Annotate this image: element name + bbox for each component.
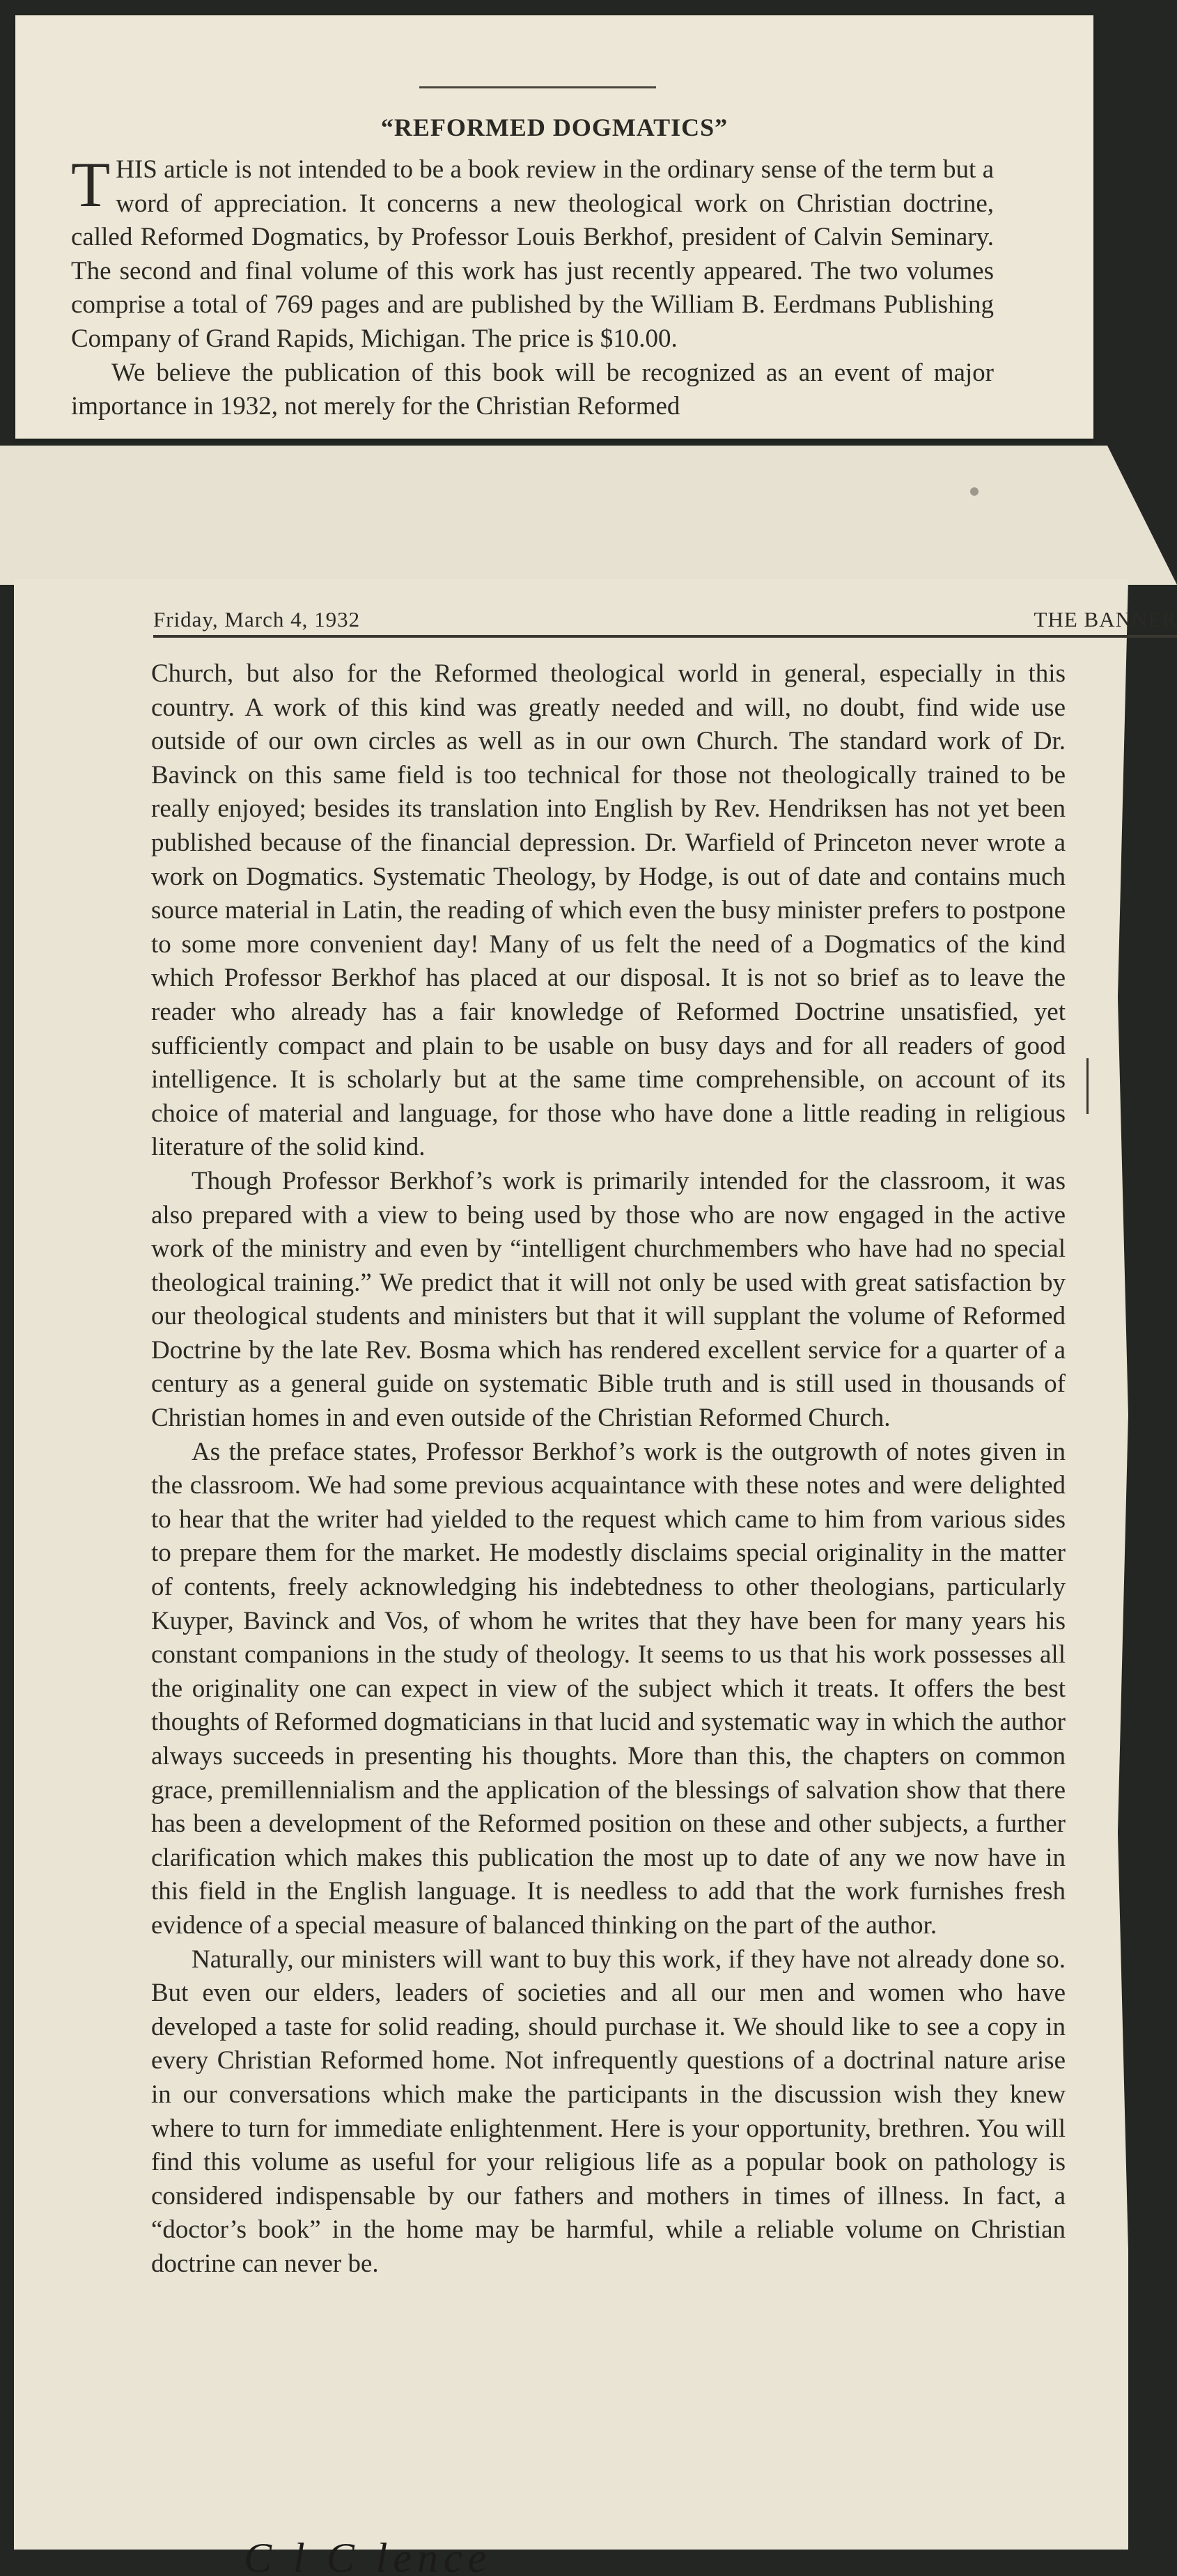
drop-cap: T (71, 149, 111, 220)
continuation-paragraph-2: Though Professor Berkhof’s work is primarily intended for the classroom, it was also prepared with a view to being used by those who are now engaged in the active work of the ministry and even by “intelligent churchmembers who have had no special theological training.” We predict that it will not only be used with great satisfaction by our theological students and ministers but that it will supplant the volume of Reformed Doctrine by the late Rev. Bosma which has rendered excellent service for a quarter of a century as a general guide on systematic Bible truth and is still used in thousands of Christian homes in and even outside of the Christian Reformed Church. (151, 1166, 1066, 1433)
title-rule (419, 86, 656, 88)
intro-block (71, 149, 994, 424)
header-rule (153, 635, 1177, 638)
article-title: “REFORMED DOGMATICS” (380, 113, 728, 141)
continuation-paragraph-4: Naturally, our ministers will want to buy this work, if they have not already done so. But even our elders, leaders of societies and all our men and women who have developed a taste for solid reading, should purchase it. We should like to see a copy in every Christian Reformed home. Not infrequently questions of a doctrinal nature arise in our conversations which make the participants in the discussion wish they knew where to turn for immediate enlightenment. Here is your opportunity, brethren. You will find this volume as useful for your religious life as a popular book on pathology is considered indispensable by our fathers and mothers in times of illness. In fact, a “doctor’s book” in the home may be harmful, while a reliable volume on Christian doctrine can never be. (151, 1945, 1066, 2278)
publication-name: THE BANNER (1034, 607, 1177, 631)
issue-date: Friday, March 4, 1932 (153, 607, 361, 631)
continuation-paragraph-3: As the preface states, Professor Berkhof’s work is the outgrowth of notes given in the classroom. We had some previous acquaintance with these notes and were delighted to hear that the writer had yielded to the request which came to him from various sides to prepare them for the market. He modestly disclaims special originality in the matter of contents, freely acknowledging his indebtedness to other theologians, particularly Kuyper, Bavinck and Vos, of whom he writes that they have been for many years his constant companions in the study of theology. It seems to us that his work possesses all the originality one can expect in view of the subject which it treats. It offers the best thoughts of Reformed dogmaticians in that lucid and systematic way in which the author always succeeds in presenting his thoughts. More than this, the chapters on common grace, premillennialism and the application of the blessings of salvation show that there has been a development of the Reformed position on these and other subjects, a further clarification which makes this publication the most up to date of any we now have in this field in the English language. It is needless to add that the work furnishes fresh evidence of a special measure of balanced thinking on the part of the author. (151, 1437, 1066, 1940)
continuation-block (151, 657, 1066, 2282)
top-clipping (15, 15, 1093, 439)
paragraph-2-start: We believe the publication of this book will be recognized as an event of major importance in 1932, not merely for the Christian Reformed (71, 358, 994, 421)
next-headline-fragment: C l C lence (244, 2535, 492, 2576)
margin-mark (1086, 1058, 1089, 1114)
intro-paragraph (71, 149, 994, 356)
continuation-paragraph-1: Church, but also for the Reformed theological world in general, especially in this country. A work of this kind was greatly needed and will, no doubt, find wide use outside of our own circles as well as in our own Church. The standard work of Dr. Bavinck on this same field is too technical for those not theologically trained to be really enjoyed; besides its translation into English by Rev. Hendriksen has not yet been published because of the financial depression. Dr. Warfield of Princeton never wrote a work on Dogmatics. Systematic Theology, by Hodge, is out of date and contains much source material in Latin, the reading of which even the busy minister prefers to postpone to some more convenient day! Many of us felt the need of a Dogmatics of the kind which Professor Berkhof has placed at our disposal. It is not so brief as to leave the reader who already has a fair knowledge of Reformed Doctrine unsatisfied, yet sufficiently compact and plain to be usable on busy days and for all readers of good intelligence. It is scholarly but at the same time comprehensible, on account of its choice of material and language, for those who have done a little reading in religious literature of the solid kind. (151, 659, 1066, 1162)
paper-spot (970, 487, 979, 496)
intro-text: HIS article is not intended to be a book review in the ordinary sense of the term but a word of appreciation. It concerns a new theological work on Christian doctrine, called Reformed Dogmatics, by Professor Louis Berkhof, president of Calvin Seminary. The second and final volume of this work has just recently appeared. The two volumes comprise a total of 769 pages and are published by the William B. Eerdmans Publishing Company of Grand Rapids, Michigan. The price is $10.00. (71, 155, 994, 353)
paper-strip (0, 446, 1177, 585)
